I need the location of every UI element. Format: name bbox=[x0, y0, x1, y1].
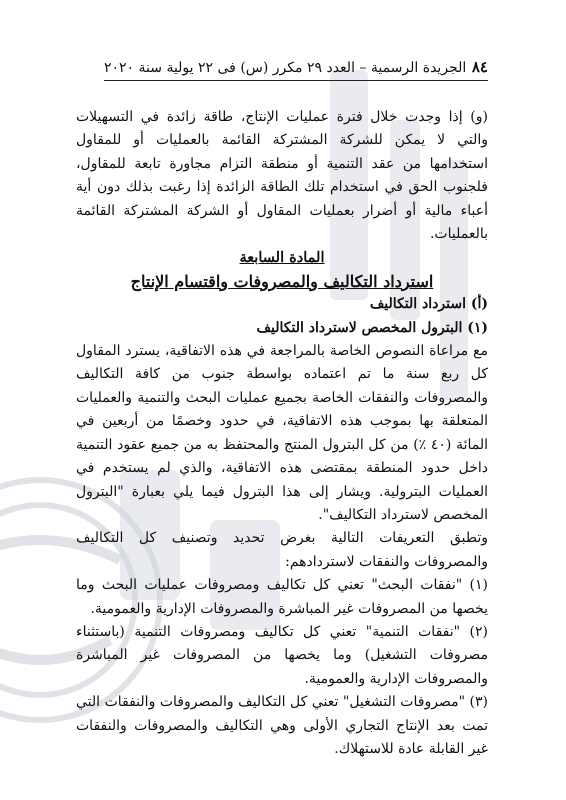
paragraph-definitions: وتطبق التعريفات التالية بغرض تحديد وتصنيف كل التكاليف والمصروفات والنفقات لاستردادهم: bbox=[76, 530, 488, 570]
definition-item-2: (٢) "نفقات التنمية" تعني كل تكاليف ومصروفات التنمية (باستثناء مصروفات التشغيل) وما يخصها من المصروفات غير المباشرة والمصروفات الإدارية والعمومية. bbox=[76, 623, 488, 687]
article-subtitle: استرداد التكاليف والمصروفات واقتسام الإنتاج bbox=[130, 271, 434, 291]
definition-item-3: (٣) "مصروفات التشغيل" تعني كل التكاليف والمصروفات والنفقات التي تمت بعد الإنتاج التجاري الأولى وهي التكاليف والمصروفات والنفقات غير القابلة عادة للاستهلاك. bbox=[76, 694, 488, 757]
paragraph-w: (و) إذا وجدت خلال فترة عمليات الإنتاج، طاقة زائدة في التسهيلات والتي لا يمكن للشركة المشتركة القائمة بالعمليات أو للمقاول استخدامها من عقد التنمية أو منطقة التزام مجاورة تابعة للمقاول، فلجنوب الحق في استخدام تلك الطاقة الزائدة إذا رغبت بذلك دون أية أعباء مالية أو أضرار بعمليات المقاول أو الشركة المشتركة القائمة بالعمليات. bbox=[76, 109, 488, 243]
section-a-heading: (أ) استرداد التكاليف bbox=[369, 296, 488, 313]
page-number: ٨٤ bbox=[471, 58, 488, 76]
definition-item-1: (١) "نفقات البحث" تعني كل تكاليف ومصروفات عمليات البحث وما يخصها من المصروفات غير المباشرة والمصروفات الإدارية والعمومية. bbox=[76, 577, 488, 617]
page-header bbox=[104, 58, 488, 81]
paragraph-cost-recovery: مع مراعاة النصوص الخاصة بالمراجعة في هذه الاتفاقية، يسترد المقاول كل ربع سنة ما تم اعتماده بواسطة جنوب من كافة التكاليف والمصروفات والنفقات الخاصة بجميع عمليات البحث والتنمية والعمليات المتعلقة بها بموجب هذه الاتفاقية، في حدود وخصمًا من أربعين في المائة (٤٠ ٪) من كل البترول المنتج والمحتفظ به من جميع عقود التنمية داخل حدود المنطقة بمقتضى هذه الاتفاقية، والذي لم يستخدم في العمليات البترولية. ويشار إلى هذا البترول فيما يلي بعبارة "البترول المخصص لاسترداد التكاليف". bbox=[76, 343, 488, 523]
gazette-title: الجريدة الرسمية – العدد ٢٩ مكرر (س) فى ٢٢ يولية سنة ٢٠٢٠ bbox=[104, 60, 467, 76]
article-title: المادة السابعة bbox=[239, 249, 325, 267]
section-1-heading: (١) البترول المخصص لاسترداد التكاليف bbox=[256, 319, 488, 336]
document-body bbox=[76, 106, 488, 761]
